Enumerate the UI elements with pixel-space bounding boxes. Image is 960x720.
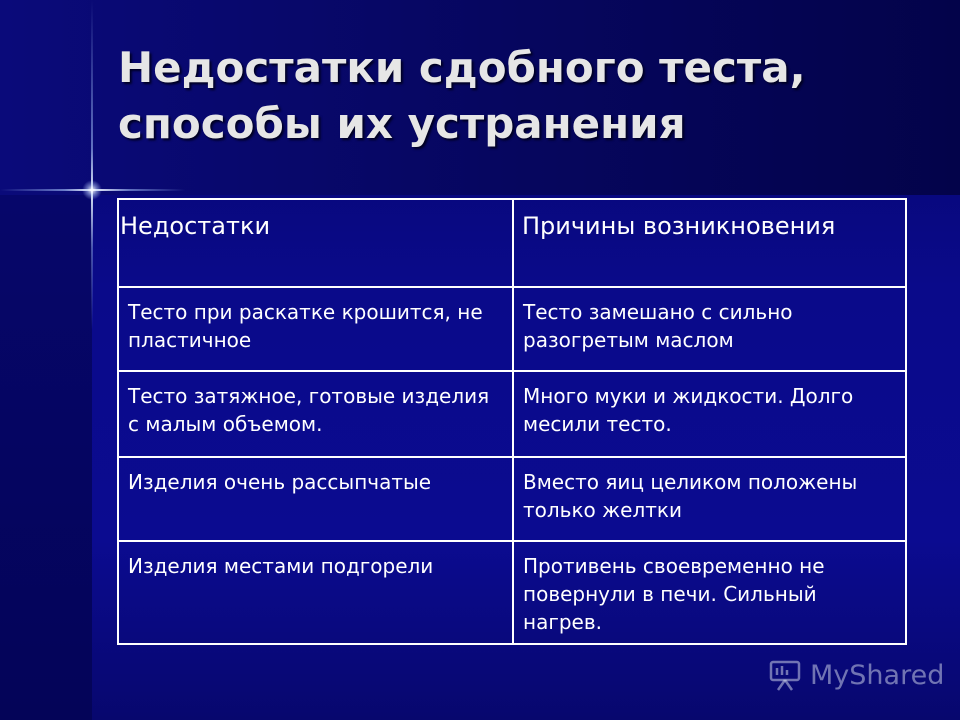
cause-cell: Много муки и жидкости. Долго месили тесто. xyxy=(513,371,906,457)
defect-cell: Изделия местами подгорели xyxy=(118,541,513,644)
defect-cell: Тесто затяжное, готовые изделия с малым объемом. xyxy=(118,371,513,457)
watermark-text: MyShared xyxy=(810,659,945,691)
cause-cell: Тесто замешано с сильно разогретым маслом xyxy=(513,287,906,371)
header-causes: Причины возникновения xyxy=(513,199,906,287)
table-row xyxy=(118,371,906,457)
presentation-board-icon xyxy=(768,658,802,692)
slide-title-line-2: способы их устранения xyxy=(118,99,686,148)
table-row xyxy=(118,541,906,644)
left-band xyxy=(0,195,92,720)
table-header-row xyxy=(118,199,906,287)
defect-cell: Тесто при раскатке крошится, не пластичное xyxy=(118,287,513,371)
watermark xyxy=(768,655,944,695)
defects-table xyxy=(117,198,907,645)
header-defects: Недостатки xyxy=(118,199,513,287)
table-row xyxy=(118,287,906,371)
table-row xyxy=(118,457,906,541)
cause-cell: Противень своевременно не повернули в печи. Сильный нагрев. xyxy=(513,541,906,644)
sparkle-vertical-line xyxy=(91,0,93,330)
slide-title-line-1: Недостатки сдобного теста, xyxy=(118,43,806,92)
sparkle-star-icon xyxy=(82,180,102,200)
defect-cell: Изделия очень рассыпчатые xyxy=(118,457,513,541)
cause-cell: Вместо яиц целиком положены только желтки xyxy=(513,457,906,541)
slide-title xyxy=(118,40,918,152)
